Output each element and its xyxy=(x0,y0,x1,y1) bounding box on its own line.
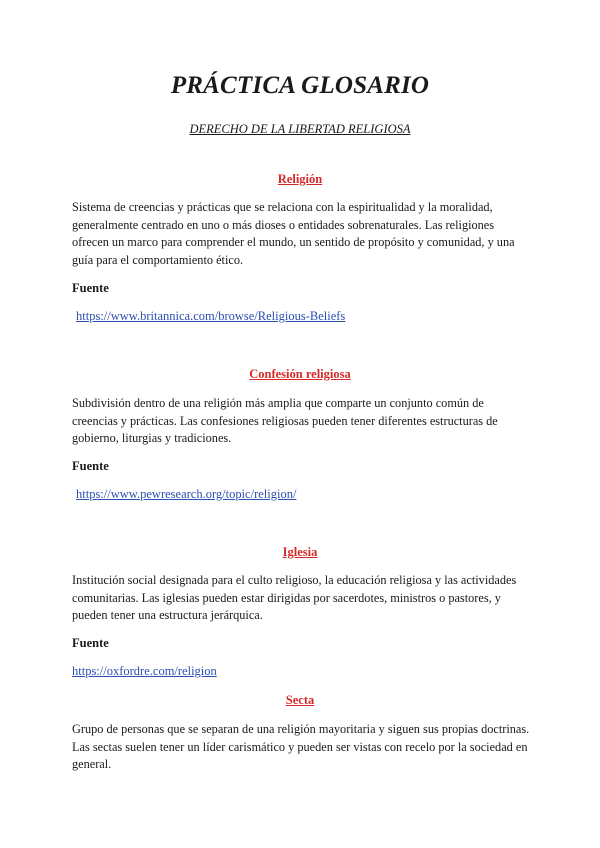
term-heading-iglesia: Iglesia xyxy=(282,545,318,559)
document-subtitle: DERECHO DE LA LIBERTAD RELIGIOSA xyxy=(189,122,411,136)
source-label-confesion-religiosa: Fuente xyxy=(72,459,109,473)
source-link-confesion-religiosa[interactable]: https://www.pewresearch.org/topic/religion/ xyxy=(76,487,297,501)
source-label-religion: Fuente xyxy=(72,281,109,295)
term-heading-secta: Secta xyxy=(285,693,315,707)
definition-iglesia: Institución social designada para el culto religioso, la educación religiosa y las actividades comunitarias. Las iglesias pueden estar dirigidas por sacerdotes, ministros o pastores, y pueden tener una estructura jerárquica. xyxy=(72,573,517,622)
definition-religion: Sistema de creencias y prácticas que se relaciona con la espiritualidad y la moralidad, generalmente centrado en uno o más dioses o entidades sobrenaturales. Las religiones ofrecen un marco para comprender el mundo, un sentido de propósito y comunidad, y una guía para el comportamiento ético. xyxy=(72,200,515,267)
source-link-religion[interactable]: https://www.britannica.com/browse/Religious-Beliefs xyxy=(76,309,346,323)
source-label-iglesia: Fuente xyxy=(72,636,109,650)
source-link-iglesia[interactable]: https://oxfordre.com/religion xyxy=(72,664,217,678)
term-heading-confesion-religiosa: Confesión religiosa xyxy=(249,367,351,381)
term-heading-religion: Religión xyxy=(277,172,323,186)
page-title: PRÁCTICA GLOSARIO xyxy=(170,72,430,99)
definition-secta: Grupo de personas que se separan de una religión mayoritaria y siguen sus propias doctrinas. Las sectas suelen tener un líder carismático y pueden ser vistas con recelo por la sociedad en general. xyxy=(72,722,530,771)
definition-confesion-religiosa: Subdivisión dentro de una religión más amplia que comparte un conjunto común de creencias y prácticas. Las confesiones religiosas pueden tener diferentes estructuras de gobierno, liturgias y tradiciones. xyxy=(72,396,498,445)
